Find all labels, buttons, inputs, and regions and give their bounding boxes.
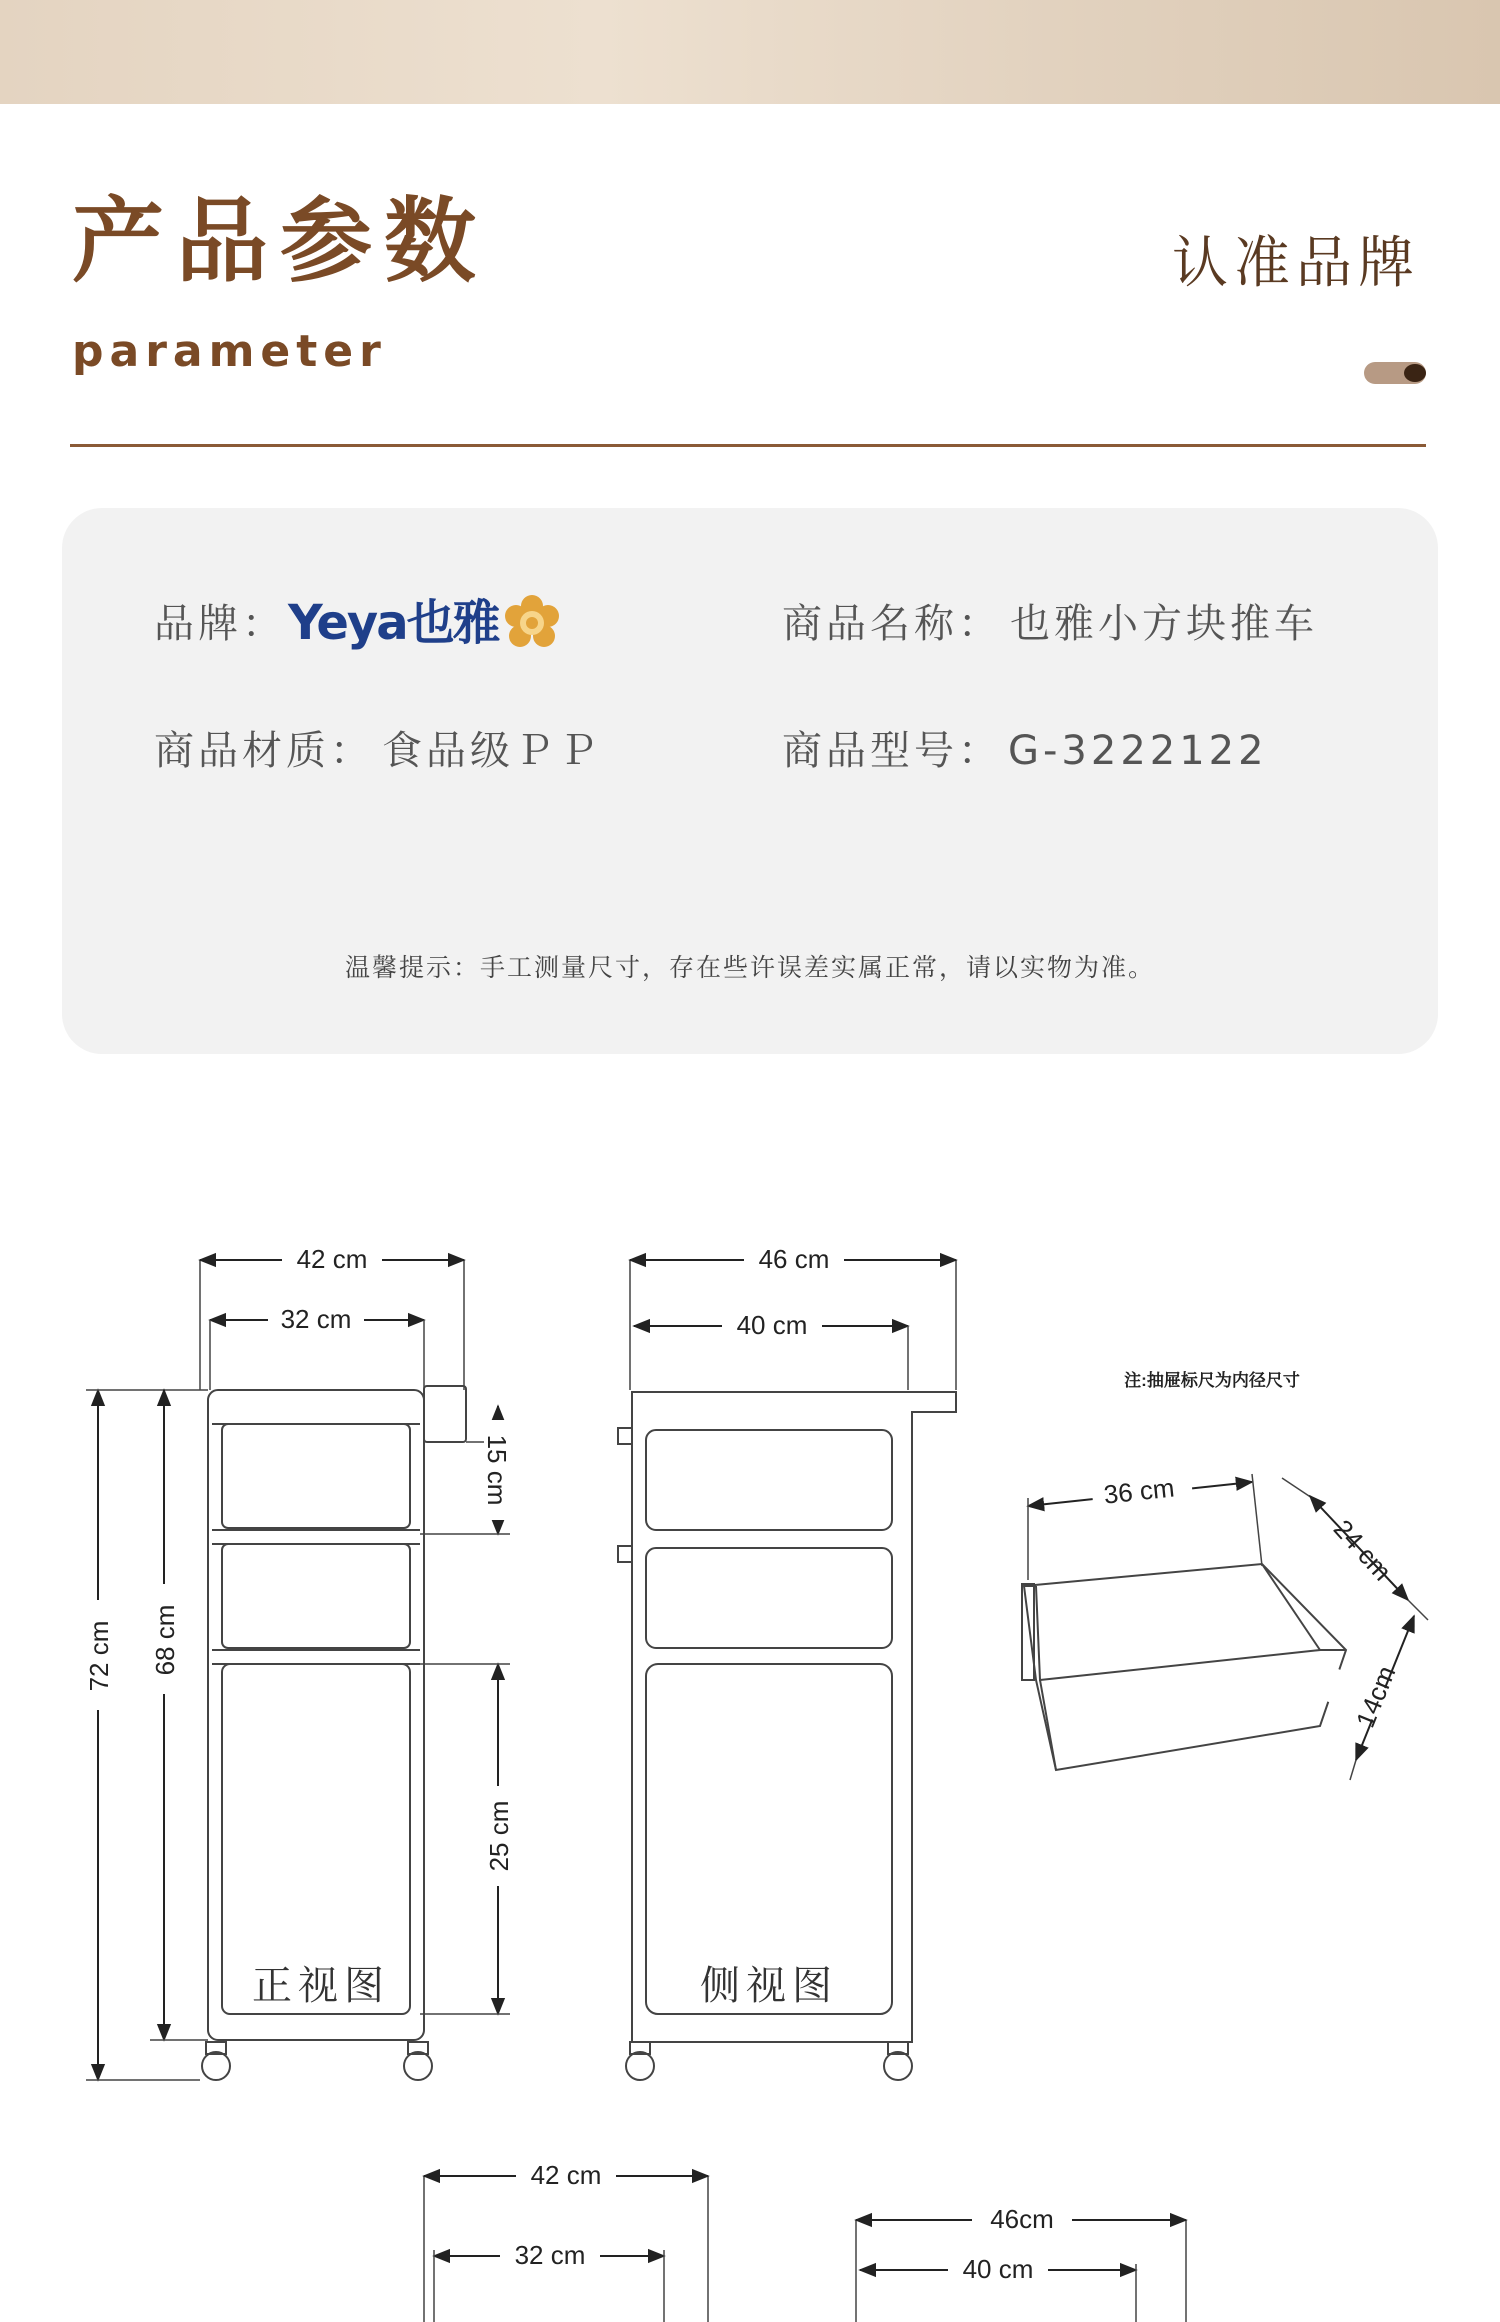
brand-logo (288, 594, 561, 652)
dimension-drawings (0, 1180, 1500, 2322)
side-view (618, 1260, 956, 2080)
section-title: 产品参数 (72, 188, 489, 295)
front-width-outer-label: 42 cm (296, 1244, 368, 1274)
material-label: 商品材质： (154, 728, 374, 774)
drawer-height-label: 14cm (1349, 1661, 1402, 1732)
model-value: G-3222122 (1008, 728, 1268, 774)
front-drawer-large-label: 25 cm (484, 1800, 514, 1872)
top-banner (0, 0, 1500, 104)
bottom-left-width-inner-label: 32 cm (514, 2240, 586, 2270)
front-height-outer-label: 72 cm (84, 1620, 114, 1692)
flower-logo-icon (503, 594, 561, 652)
section-subtitle: parameter (72, 326, 387, 377)
model-label: 商品型号： (782, 728, 1002, 774)
front-view-caption: 正视图 (252, 1963, 390, 2009)
brand-tag: 认准品牌 (1172, 231, 1420, 296)
drawer-diagram (1022, 1474, 1428, 1780)
side-view-caption: 侧视图 (700, 1963, 838, 2009)
bottom-right-depth-inner-label: 40 cm (962, 2254, 1034, 2284)
divider (70, 444, 1426, 447)
brand-logo-text: Yeya也雅 (288, 595, 499, 651)
material-value: 食品级ＰＰ (382, 728, 602, 774)
bottom-right-depth-outer-label: 46cm (990, 2204, 1054, 2234)
brand-label: 品牌： (154, 601, 286, 647)
name-label: 商品名称： (782, 601, 1002, 647)
drawer-note: 注:抽屉标尺为内径尺寸 (1124, 1371, 1300, 1390)
side-depth-outer-label: 46 cm (758, 1244, 830, 1274)
drawer-width-label: 24 cm (1327, 1513, 1398, 1587)
notice-text: 温馨提示：手工测量尺寸，存在些许误差实属正常，请以实物为准。 (344, 953, 1155, 982)
drawer-length-label: 36 cm (1102, 1472, 1176, 1510)
front-height-inner-label: 68 cm (150, 1604, 180, 1676)
bottom-left-width-outer-label: 42 cm (530, 2160, 602, 2190)
front-drawer-small-label: 15 cm (482, 1434, 512, 1506)
front-width-inner-label: 32 cm (280, 1304, 352, 1334)
side-depth-inner-label: 40 cm (736, 1310, 808, 1340)
toggle-dot-icon (1404, 364, 1426, 382)
name-value: 也雅小方块推车 (1010, 601, 1318, 647)
